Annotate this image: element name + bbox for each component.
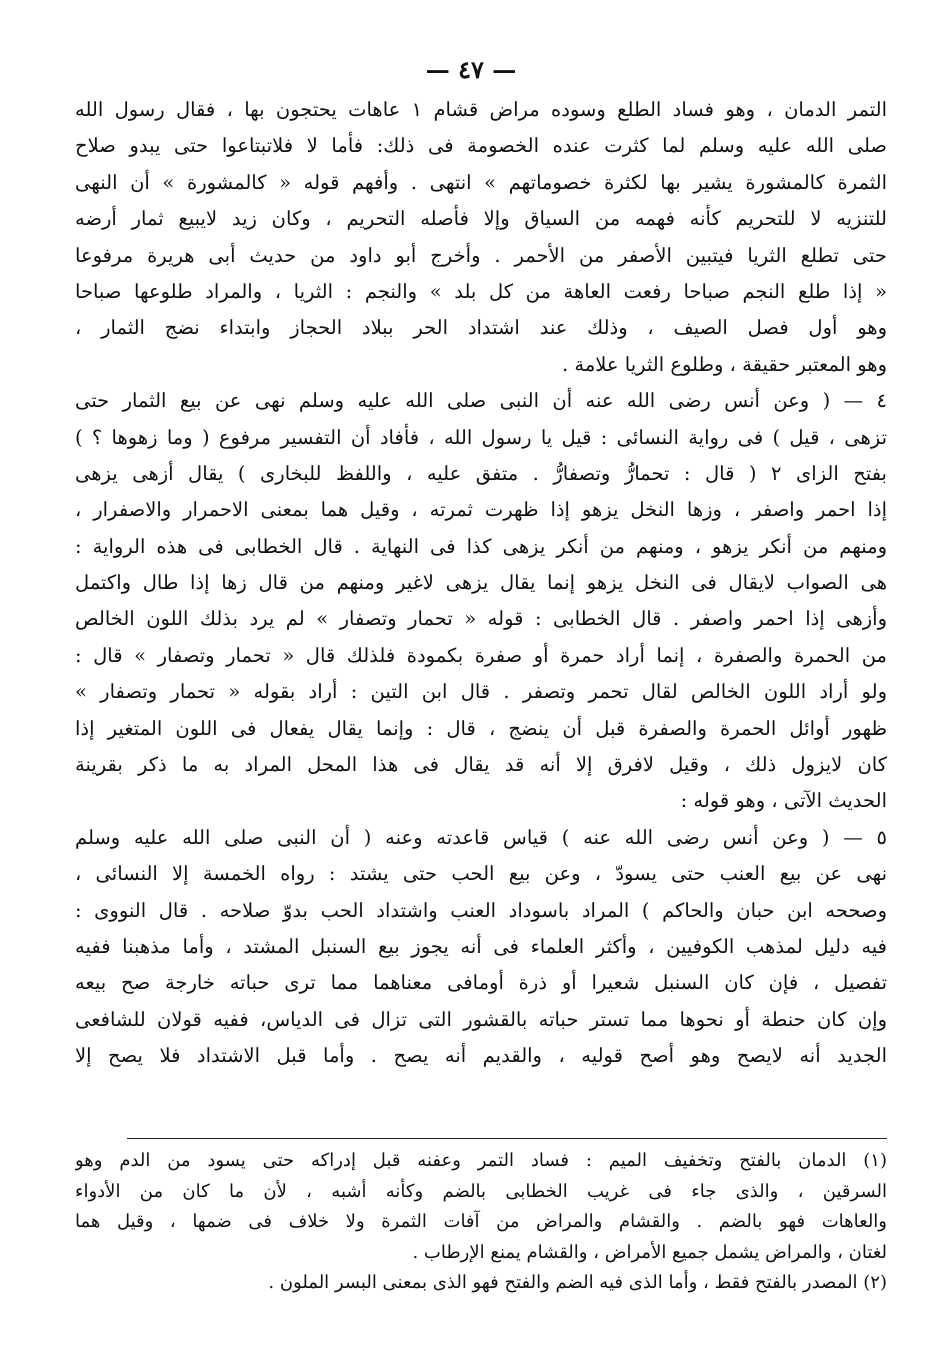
body-line: تفصيل ، فإن كان السنبل شعيرا أو ذرة أومافى معناهما مما ترى حباته خارجة صح بيعه <box>75 971 887 995</box>
footnote-divider <box>127 1138 887 1139</box>
body-line: هى الصواب لايقال فى النخل يزهو إنما يقال يزهى لاغير ومنهم من قال زها إذا طال واكتمل <box>75 571 887 595</box>
body-line: نهى عن بيع العنب حتى يسودّ ، وعن بيع الحب حتى يشتد : رواه الخمسة إلا النسائى ، <box>75 862 887 886</box>
footnotes <box>75 1146 887 1299</box>
body-line: وهو أول فصل الصيف ، وذلك عند اشتداد الحر ببلاد الحجاز وابتداء نضج الثمار ، <box>75 316 887 340</box>
body-line: بفتح الزاى ٢ ( قال : تحمارُّ وتصفارُّ . متفق عليه ، واللفظ للبخارى ) يقال أزهى يزهى <box>75 461 887 485</box>
footnote-line: والعاهات فهو بالضم . والقشام والمراض من آفات الثمرة ولا خلاف فى ضمها ، وقيل هما <box>75 1211 887 1232</box>
footnote-line: لغتان ، والمراض يشمل جميع الأمراض ، والقشام يمنع الإرطاب . <box>412 1241 887 1263</box>
body-line: ٤ — ( وعن أنس رضى الله عنه أن النبى صلى الله عليه وسلم نهى عن بيع الثمار حتى <box>75 389 887 413</box>
body-line: للتنزيه لا للتحريم كأنه فهمه من السياق وإلا فأصله التحريم ، وكان زيد لايبيع ثمار أرضه <box>75 207 887 231</box>
body-line: كان لايزول ذلك ، وقيل لافرق إلا أنه قد يقال فى هذا المحل المراد به ما ذكر بقرينة <box>75 753 887 777</box>
body-line: التمر الدمان ، وهو فساد الطلع وسوده مراض قشام ١ عاهات يحتجون بها ، فقال رسول الله <box>75 98 887 121</box>
body-line: « إذا طلع النجم صباحا رفعت العاهة من كل بلد » والنجم : الثريا ، والمراد طلوعها صباحا <box>75 279 887 303</box>
body-line: ٥ — ( وعن أنس رضى الله عنه ) قياس قاعدته وعنه ( أن النبى صلى الله عليه وسلم <box>75 825 887 849</box>
body-line: ظهور أوائل الحمرة والصفرة قبل أن ينضج ، قال : وإنما يقال يفعال فى اللون المتغير إذا <box>75 716 887 740</box>
footnote-line: (١) الدمان بالفتح وتخفيف الميم : فساد التمر وعفنه قبل إدراكه حتى يسود من الدم وهو <box>75 1150 887 1171</box>
body-line: وإن كان حنطة أو نحوها مما تستر حباته بالقشور التى تزال فى الدياس، ففيه قولان للشافعى <box>75 1007 887 1031</box>
body-line: من الحمرة والصفرة ، إنما أراد حمرة أو صفرة بكمودة فلذلك قال « تحمار وتصفار » قال : <box>75 643 887 667</box>
body-line: ولو أراد اللون الخالص لقال تحمر وتصفر . قال ابن التين : أراد بقوله « تحمار وتصفار » <box>75 680 887 704</box>
body-line: الثمرة كالمشورة يشير بها لكثرة خصوماتهم » انتهى . وأفهم قوله « كالمشورة » أن النهى <box>75 170 887 194</box>
body-line: ومنهم من أنكر يزهو ، ومنهم من أنكر يزهى كذا فى النهاية . قال الخطابى فى هذه الرواية : <box>75 534 887 558</box>
body-line: فيه دليل لمذهب الكوفيين ، وأكثر العلماء فى أنه يجوز بيع السنبل المشتد ، وأما مذهبنا ففيه <box>75 934 887 958</box>
body-line: الحديث الآتى ، وهو قوله : <box>680 789 887 813</box>
body-line: وأزهى إذا احمر واصفر . قال الخطابى : قوله « تحمار وتصفار » لم يرد بذلك اللون الخالص <box>75 607 887 631</box>
body-line: حتى تطلع الثريا فيتبين الأصفر من الأحمر . وأخرج أبو داود من حديث أبى هريرة مرفوعا <box>75 243 887 267</box>
body-line: إذا احمر واصفر ، وزها النخل يزهو إذا ظهرت ثمرته ، وقيل هما بمعنى الاحمرار والاصفرار ، <box>75 498 887 522</box>
body-line: وصححه ابن حبان والحاكم ) المراد باسوداد العنب واشتداد الحب بدوّ صلاحه . قال النووى : <box>75 898 887 922</box>
body-line: وهو المعتبر حقيقة ، وطلوع الثريا علامة . <box>562 352 887 376</box>
main-text <box>75 92 887 1075</box>
body-line: صلى الله عليه وسلم لما كثرت عنده الخصومة فى ذلك: فأما لا فلاتبتاعوا حتى يبدو صلاح <box>75 134 887 158</box>
page-number: — ٤٧ — <box>425 55 517 84</box>
body-line: الجديد أنه لايصح وهو أصح قوليه ، والقديم أنه يصح . وأما قبل الاشتداد فلا يصح إلا <box>75 1044 887 1068</box>
footnote-line: السرقين ، والذى جاء فى غريب الخطابى بالضم وكأنه أشبه ، لأن ما كان من الأدواء <box>75 1180 887 1202</box>
body-line: تزهى ، قيل ) فى رواية النسائى : قيل يا رسول الله ، فأفاد أن التفسير مرفوع ( وما زهوها ؟ ) <box>75 425 887 449</box>
footnote-line: (٢) المصدر بالفتح فقط ، وأما الذى فيه الضم والفتح فهو الذى بمعنى البسر الملون . <box>268 1272 887 1293</box>
